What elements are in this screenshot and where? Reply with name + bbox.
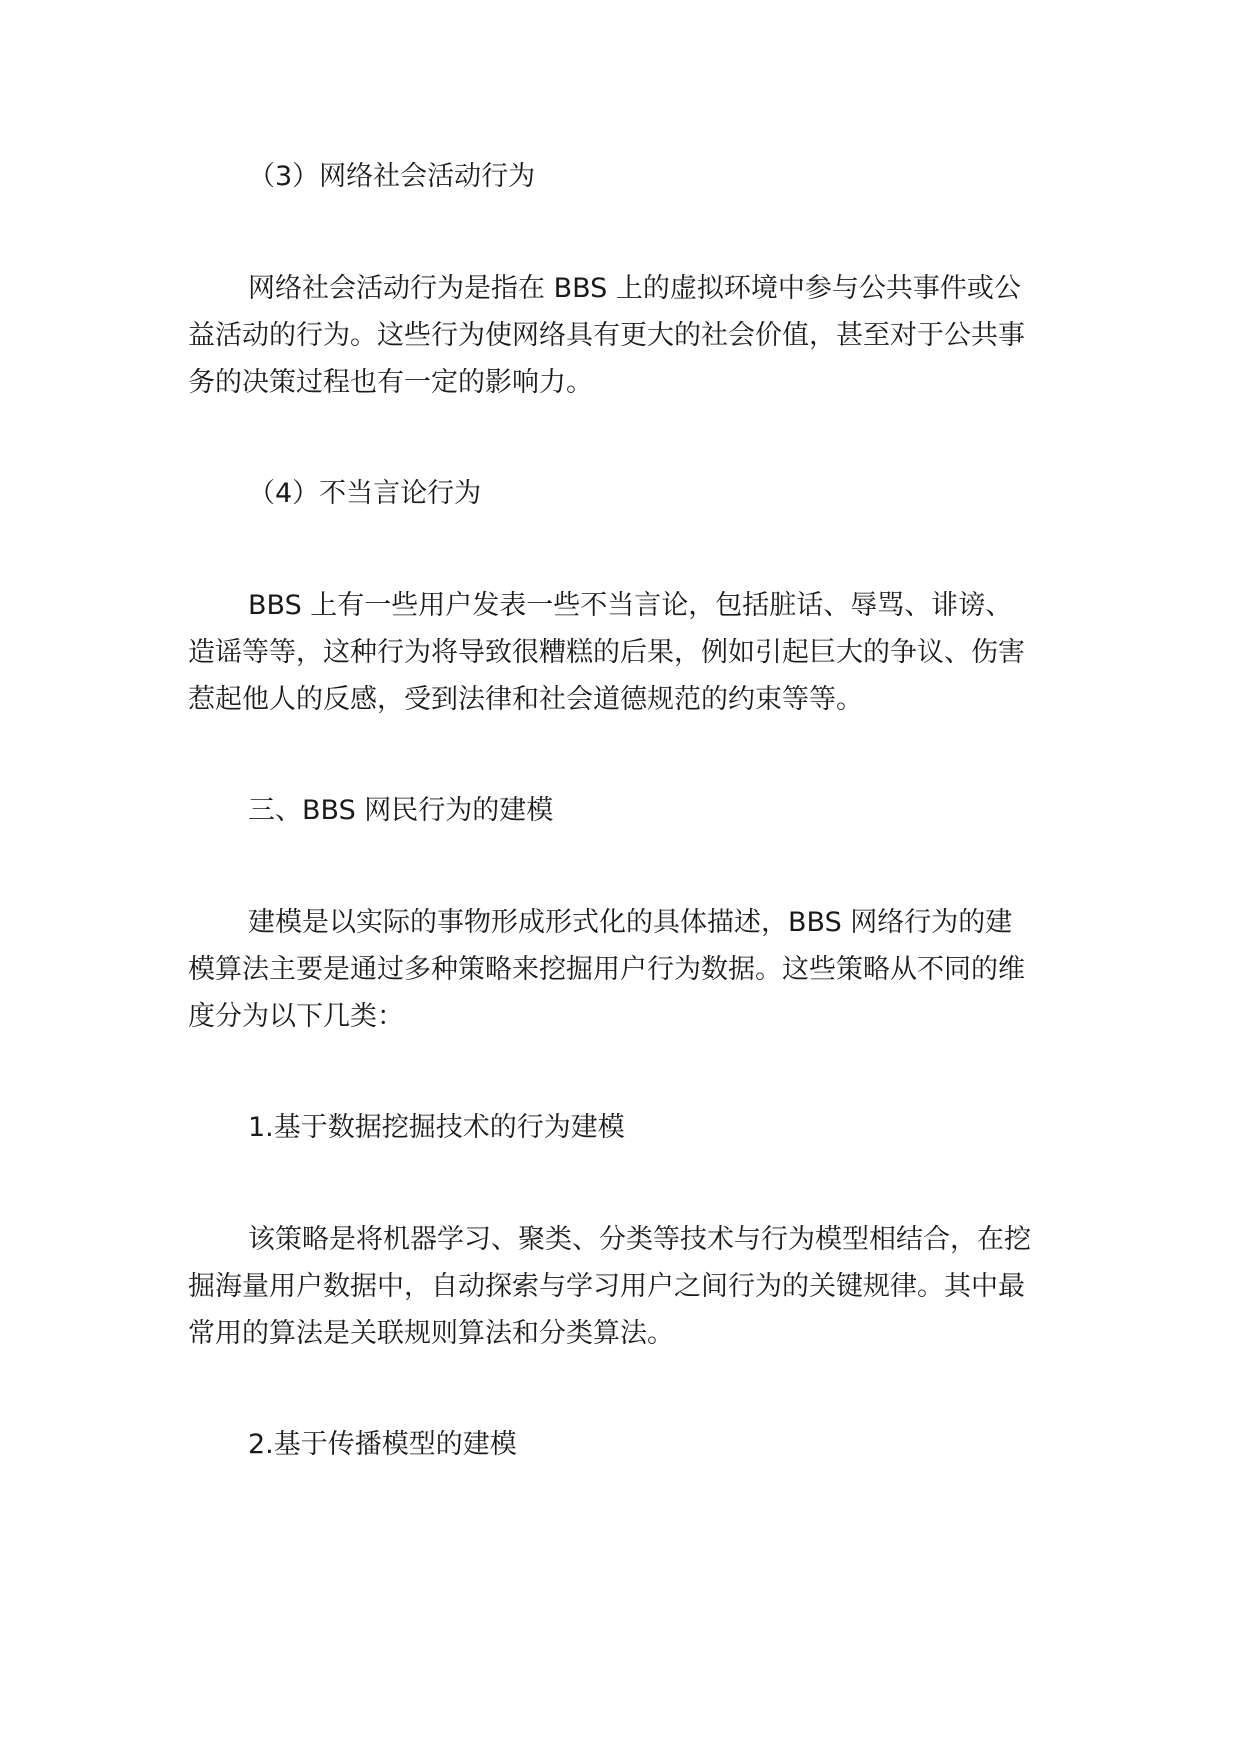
body-paragraph: 该策略是将机器学习、聚类、分类等技术与行为模型相结合，在挖掘海量用户数据中，自动探索与学习用户之间行为的关键规律。其中最常用的算法是关联规则算法和分类算法。 xyxy=(188,1224,1031,1349)
section-heading: 2.基于传播模型的建模 xyxy=(248,1429,517,1460)
section-heading: 1.基于数据挖掘技术的行为建模 xyxy=(248,1112,625,1143)
section-heading: （3）网络社会活动行为 xyxy=(248,161,536,192)
section-heading: （4）不当言论行为 xyxy=(248,478,482,509)
body-paragraph: 网络社会活动行为是指在 BBS 上的虚拟环境中参与公共事件或公益活动的行为。这些行为使网络具有更大的社会价值，甚至对于公共事务的决策过程也有一定的影响力。 xyxy=(188,273,1025,398)
body-paragraph: BBS 上有一些用户发表一些不当言论，包括脏话、辱骂、诽谤、造谣等等，这种行为将导致很糟糕的后果，例如引起巨大的争议、伤害惹起他人的反感，受到法律和社会道德规范的约束等等。 xyxy=(188,590,1025,715)
chapter-heading: 三、BBS 网民行为的建模 xyxy=(248,795,554,826)
body-paragraph: 建模是以实际的事物形成形式化的具体描述，BBS 网络行为的建模算法主要是通过多种策略来挖掘用户行为数据。这些策略从不同的维度分为以下几类： xyxy=(188,907,1025,1032)
